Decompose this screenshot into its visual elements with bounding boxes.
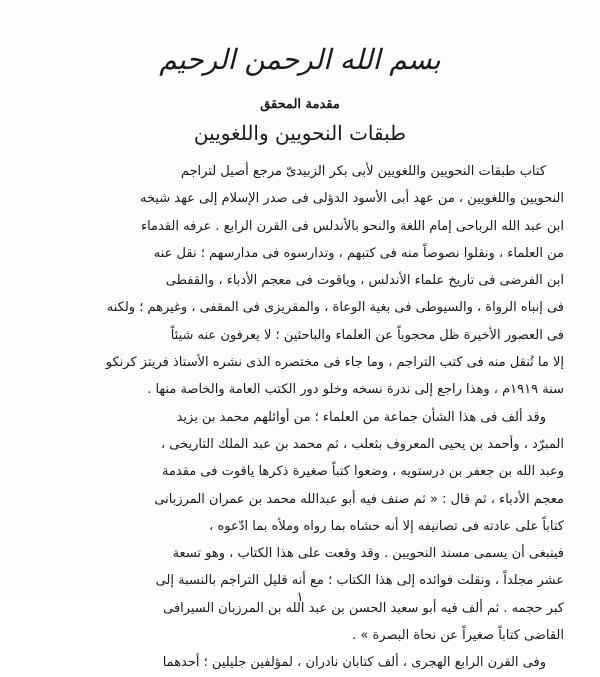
text-line: المبرّد ، وأحمد بن يحيى المعروف بثعلب ، ثم محمد بن عبد الملك التاريخى ، xyxy=(160,436,564,452)
text-line: معجم الأدباء ، ثم قال : « ثم صنف فيه أبو عبدالله محمد بن عمران المرزبانى xyxy=(154,491,564,507)
text-line: عشر مجلداً ، ونقلت فوائده إلى هذا الكتاب ؛ مع أنه قليل التراجم بالنسبة إلى xyxy=(155,573,564,589)
text-line: كبر حجمه . ثم ألف فيه أبو سعيد الحسن بن عبد الله بن المرزبان السيرافى xyxy=(163,600,564,616)
text-line: وفى القرن الرابع الهجرى ، ألف كتابان نادران ، لمؤلفين جليلين ؛ أحدهما xyxy=(162,655,546,671)
text-line: كتاب طبقات النحويين واللغويين لأبى بكر الزبيدىّ مرجع أصيل لتراجم xyxy=(180,164,546,179)
text-line: النحويين واللغويين ، من عهد أبى الأسود الدؤلى فى صدر الإسلام إلى عهد شيخه xyxy=(140,191,564,207)
basmala-heading: بسم الله الرحمن الرحيم xyxy=(159,43,441,76)
text-line: فى العصور الأخيرة ظل محجوباً عن العلماء والباحثين ؛ لا يعرفون عنه شيئاً xyxy=(170,327,564,343)
text-line: سنة ١٩١٩م ، وهذا راجع إلى ندرة نسخه وخلو دور الكتب العامة والخاصة منها . xyxy=(147,382,564,398)
page-title: طبقات النحويين واللغويين xyxy=(193,121,407,145)
text-line: وعبد الله بن جعفر بن درستويه ، وضعوا كتباً صغيرة ذكرها ياقوت فى مقدمة xyxy=(161,464,564,480)
text-line: من العلماء ، ونقلوا نصوصاً منه فى كتبهم ، وتدارسوه فى مدارسهم ؛ نقل عنه xyxy=(153,245,564,261)
text-line: كتاباً على عادته فى تصانيفه إلا أنه حشاه بما رواه وملأه بما ادّعوه ، xyxy=(209,518,564,534)
text-line: القاضى كتاباً صغيراً عن نحاة البصرة » . xyxy=(352,628,564,644)
text-line: إلا ما تُنقل منه فى كتب التراجم ، وما جاء فى مختصره الذى نشره الأستاذ فريتز كرنكو xyxy=(105,355,564,371)
text-line: فى إنباه الرواة ، والسيوطى فى بغية الوعاة ، والمقريزى فى المقفى ، وغيرهم ؛ ولكنه xyxy=(106,300,564,316)
text-line: فينبغى أن يسمى مسند النحويين . وقد وقعت على هذا الكتاب ، وهو تسعة xyxy=(172,546,564,562)
text-line: ابن الفرضى فى تاريخ علماء الأندلس ، وياقوت فى معجم الأدباء ، والقفطى xyxy=(165,273,564,289)
text-line: ابن عبد الله الرباحى إمام اللغة والنحو بالأندلس فى القرن الرابع . عرفه القدماء xyxy=(140,218,564,234)
section-label: مقدمة المحقق xyxy=(260,97,340,112)
text-line: وقد ألف فى هذا الشأن جماعة من العلماء ؛ من أوائلهم محمد بن يزيد xyxy=(176,409,546,425)
page-number: ١ xyxy=(296,590,304,605)
